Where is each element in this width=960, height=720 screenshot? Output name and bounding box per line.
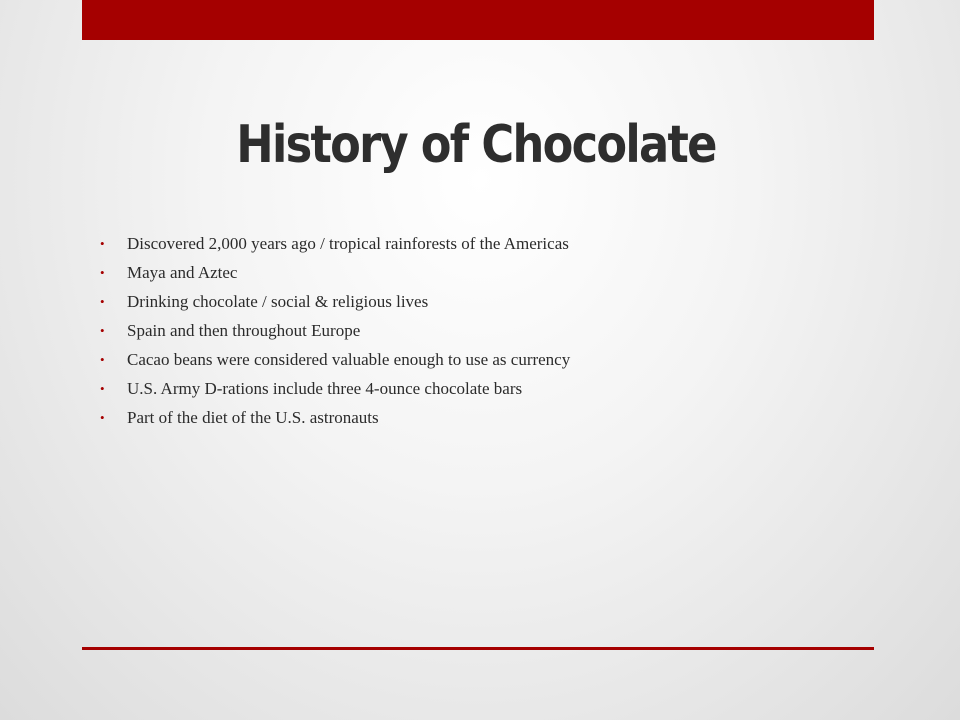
bullet-text: U.S. Army D-rations include three 4-ounce chocolate bars xyxy=(127,379,523,398)
bullet-icon: • xyxy=(100,294,105,309)
top-accent-bar xyxy=(82,0,874,40)
bullet-text: Drinking chocolate / social & religious lives xyxy=(127,292,429,311)
bullet-item xyxy=(100,287,570,316)
bullet-text: Cacao beans were considered valuable enough to use as currency xyxy=(127,350,571,369)
bullet-icon: • xyxy=(100,352,105,367)
bullet-icon: • xyxy=(100,410,105,425)
bullet-text: Part of the diet of the U.S. astronauts xyxy=(127,408,379,427)
bullet-text: Spain and then throughout Europe xyxy=(127,321,361,340)
slide-title: History of Chocolate xyxy=(236,115,716,175)
bullet-item xyxy=(100,229,570,258)
bullet-item xyxy=(100,345,570,374)
bullet-list xyxy=(100,229,570,432)
bullet-icon: • xyxy=(100,265,105,280)
bullet-text: Discovered 2,000 years ago / tropical rainforests of the Americas xyxy=(127,234,569,253)
bullet-item xyxy=(100,374,570,403)
bullet-icon: • xyxy=(100,323,105,338)
bullet-icon: • xyxy=(100,236,105,251)
bullet-text: Maya and Aztec xyxy=(127,263,238,282)
bullet-icon: • xyxy=(100,381,105,396)
bullet-item xyxy=(100,403,570,432)
bullet-item xyxy=(100,316,570,345)
bottom-accent-line xyxy=(82,647,874,650)
bullet-item xyxy=(100,258,570,287)
